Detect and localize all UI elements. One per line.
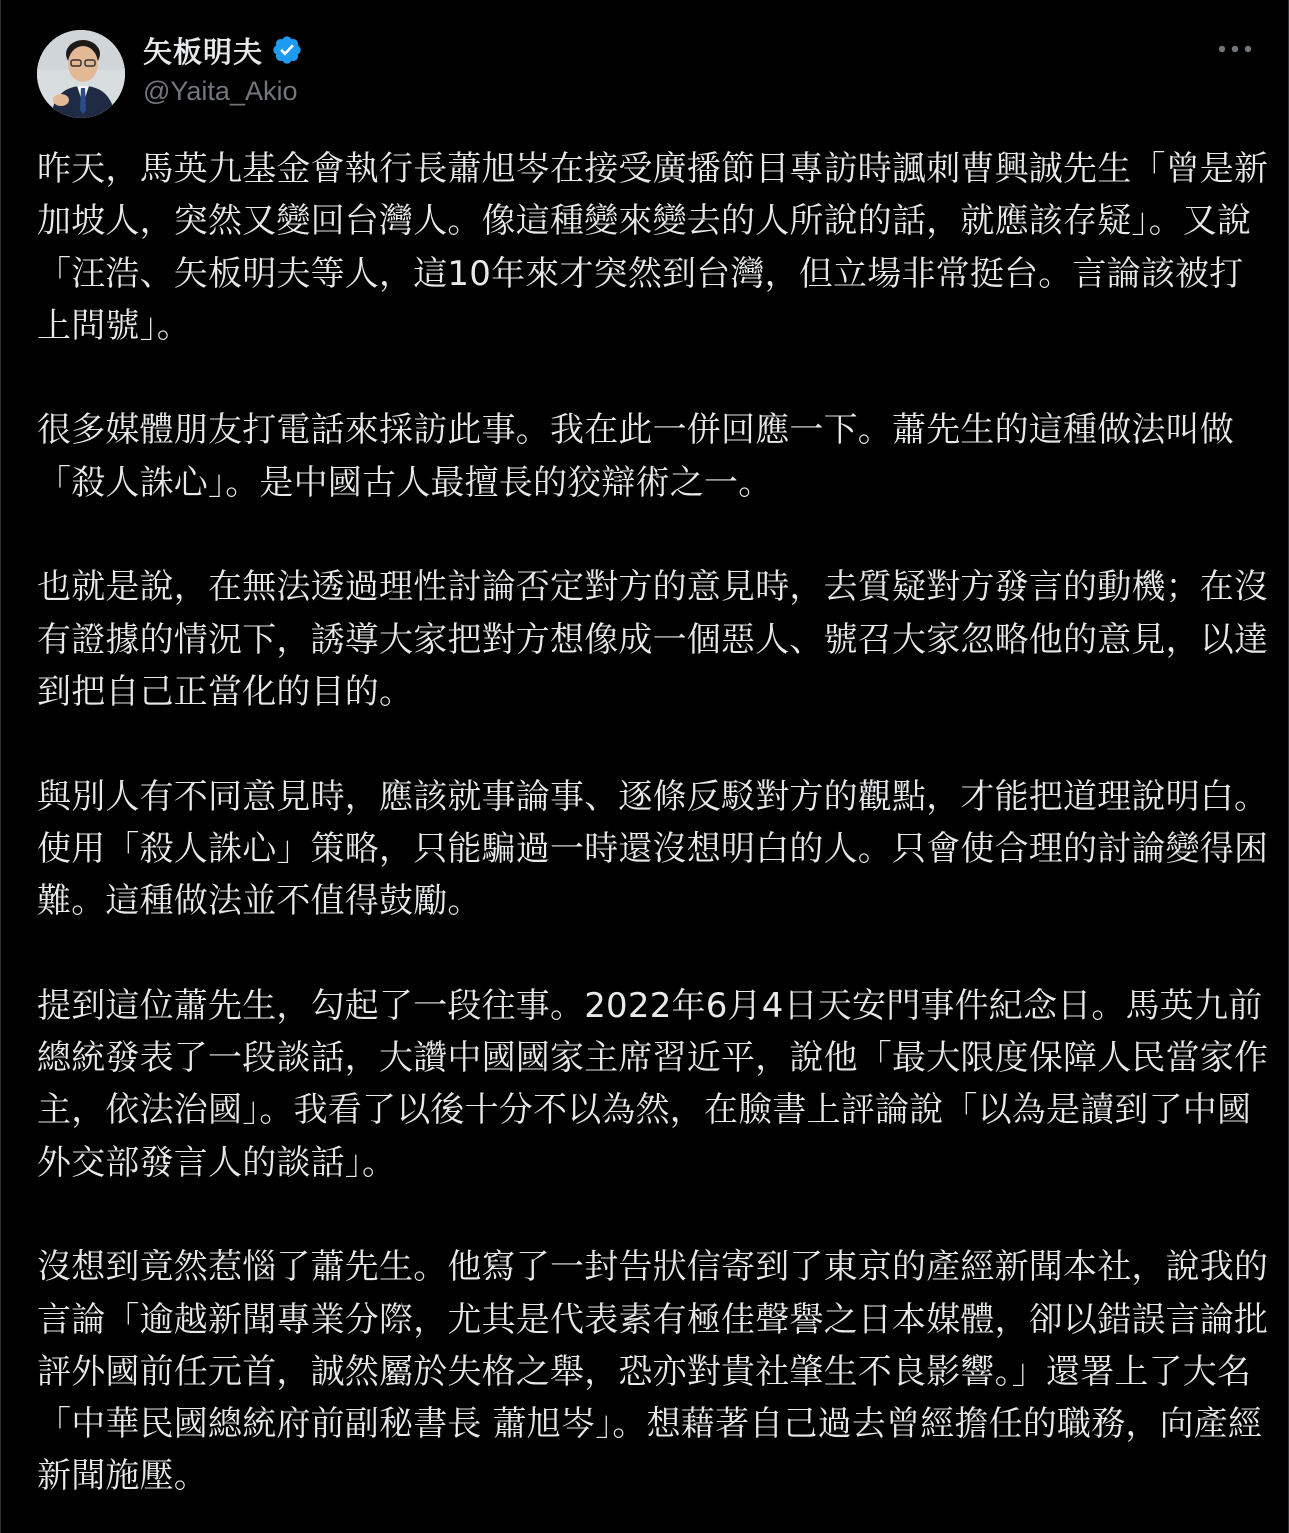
tweet-paragraph: 很多媒體朋友打電話來採訪此事。我在此一併回應一下。蕭先生的這種做法叫做「殺人誅心」。是中國古人最擅長的狡辯術之一。	[37, 410, 1234, 503]
display-name[interactable]: 矢板明夫	[143, 34, 264, 69]
author-info	[143, 30, 303, 107]
avatar[interactable]	[37, 30, 125, 118]
more-horizontal-icon	[1218, 45, 1252, 53]
tweet-paragraph: 昨天，馬英九基金會執行長蕭旭岑在接受廣播節目專訪時諷刺曹興誠先生「曾是新加坡人，突然又變回台灣人。像這種變來變去的人所說的話，就應該存疑」。又說「汪浩、矢板明夫等人，這10年來才突然到台灣，但立場非常挺台。言論該被打上問號」。	[37, 149, 1269, 346]
tweet-text	[37, 143, 1273, 1503]
tweet-paragraph: 也就是說，在無法透過理性討論否定對方的意見時，去質疑對方發言的動機；在沒有證據的情況下，誘導大家把對方想像成一個惡人、號召大家忽略他的意見，以達到把自己正當化的目的。	[37, 567, 1269, 712]
verified-badge-icon[interactable]	[271, 34, 303, 66]
author-handle[interactable]: @Yaita_Akio	[143, 76, 298, 106]
tweet-paragraph: 沒想到竟然惹惱了蕭先生。他寫了一封告狀信寄到了東京的產經新聞本社，說我的言論「逾越新聞專業分際，尤其是代表素有極佳聲譽之日本媒體，卻以錯誤言論批評外國前任元首，誠然屬於失格之舉，恐亦對貴社肇生不良影響。」還署上了大名「中華民國總統府前副秘書長 蕭旭岑」。想藉著自己過去曾經擔任的職務，向產經新聞施壓。	[37, 1247, 1269, 1497]
tweet-paragraph: 提到這位蕭先生，勾起了一段往事。2022年6月4日天安門事件紀念日。馬英九前總統發表了一段談話，大讚中國國家主席習近平，說他「最大限度保障人民當家作主，依法治國」。我看了以後十分不以為然，在臉書上評論說「以為是讀到了中國外交部發言人的談話」。	[37, 985, 1269, 1183]
display-name-row	[143, 30, 303, 70]
tweet-paragraph: 與別人有不同意見時，應該就事論事、逐條反駁對方的觀點，才能把道理說明白。使用「殺人誅心」策略，只能騙過一時還沒想明白的人。只會使合理的討論變得困難。這種做法並不值得鼓勵。	[37, 776, 1269, 922]
tweet-header	[37, 30, 1257, 120]
more-options-button[interactable]	[1213, 34, 1257, 64]
